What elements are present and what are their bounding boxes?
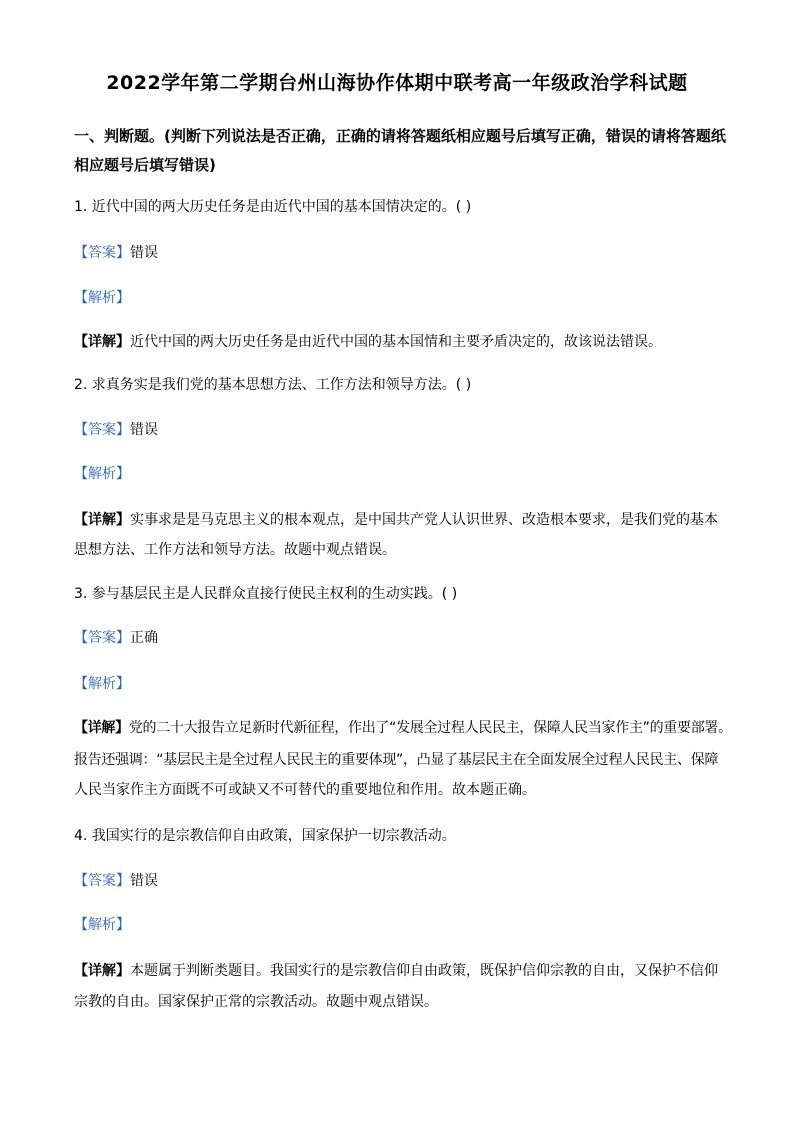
question-3-detail-line-2: 报告还强调：“基层民主是全过程人民民主的重要体现”，凸显了基层民主在全面发展全过程人民民主、保障 <box>74 752 719 768</box>
section-heading: 一、判断题。(判断下列说法是否正确，正确的请将答题纸相应题号后填写正确，错误的请将答题纸相应题号后填写错误) <box>74 127 726 174</box>
question-3-analysis-label: 【解析】 <box>74 676 130 692</box>
answer-value: 错误 <box>130 245 158 261</box>
answer-value: 正确 <box>130 630 158 646</box>
detail-label: 【详解】 <box>74 720 129 736</box>
question-1-answer <box>74 239 724 268</box>
question-3-detail-line-3: 人民当家作主方面既不可或缺又不可替代的重要地位和作用。故本题正确。 <box>74 782 536 798</box>
question-4-detail-line-1 <box>74 957 724 986</box>
question-4-detail-line-2: 宗教的自由。国家保护正常的宗教活动。故题中观点错误。 <box>74 994 438 1010</box>
answer-label: 【答案】 <box>74 245 130 261</box>
question-4-stem: 4. 我国实行的是宗教信仰自由政策，国家保护一切宗教活动。 <box>74 828 456 844</box>
detail-text: 实事求是是马克思主义的根本观点，是中国共产党人认识世界、改造根本要求，是我们党的基本 <box>130 512 718 528</box>
question-4-answer <box>74 867 724 896</box>
detail-text: 近代中国的两大历史任务是由近代中国的基本国情和主要矛盾决定的，故该说法错误。 <box>130 334 662 350</box>
question-2-detail-line-2: 思想方法、工作方法和领导方法。故题中观点错误。 <box>74 542 396 558</box>
answer-value: 错误 <box>130 422 158 438</box>
question-2-detail-line-1 <box>74 506 724 535</box>
question-4-analysis-label: 【解析】 <box>74 917 130 933</box>
detail-label: 【详解】 <box>74 334 130 350</box>
answer-label: 【答案】 <box>74 873 130 889</box>
question-3-answer <box>74 624 724 653</box>
answer-value: 错误 <box>130 873 158 889</box>
question-2-stem: 2. 求真务实是我们党的基本思想方法、工作方法和领导方法。( ) <box>74 377 472 393</box>
detail-label: 【详解】 <box>74 512 130 528</box>
page-title: 2022学年第二学期台州山海协作体期中联考高一年级政治学科试题 <box>106 72 688 94</box>
detail-label: 【详解】 <box>74 963 130 979</box>
question-2-analysis-label: 【解析】 <box>74 466 130 482</box>
answer-label: 【答案】 <box>74 630 130 646</box>
detail-text: 党的二十大报告立足新时代新征程，作出了“发展全过程人民民主，保障人民当家作主”的重要部署。 <box>128 720 732 736</box>
question-1-stem: 1. 近代中国的两大历史任务是由近代中国的基本国情决定的。( ) <box>74 199 472 215</box>
question-2-answer <box>74 416 724 445</box>
answer-label: 【答案】 <box>74 422 130 438</box>
detail-text: 本题属于判断类题目。我国实行的是宗教信仰自由政策，既保护信仰宗教的自由，又保护不信仰 <box>130 963 718 979</box>
question-3-stem: 3. 参与基层民主是人民群众直接行使民主权利的生动实践。( ) <box>74 586 458 602</box>
question-1-analysis-label: 【解析】 <box>74 290 130 306</box>
question-3-detail-line-1 <box>74 714 732 743</box>
question-1-detail <box>74 328 724 357</box>
